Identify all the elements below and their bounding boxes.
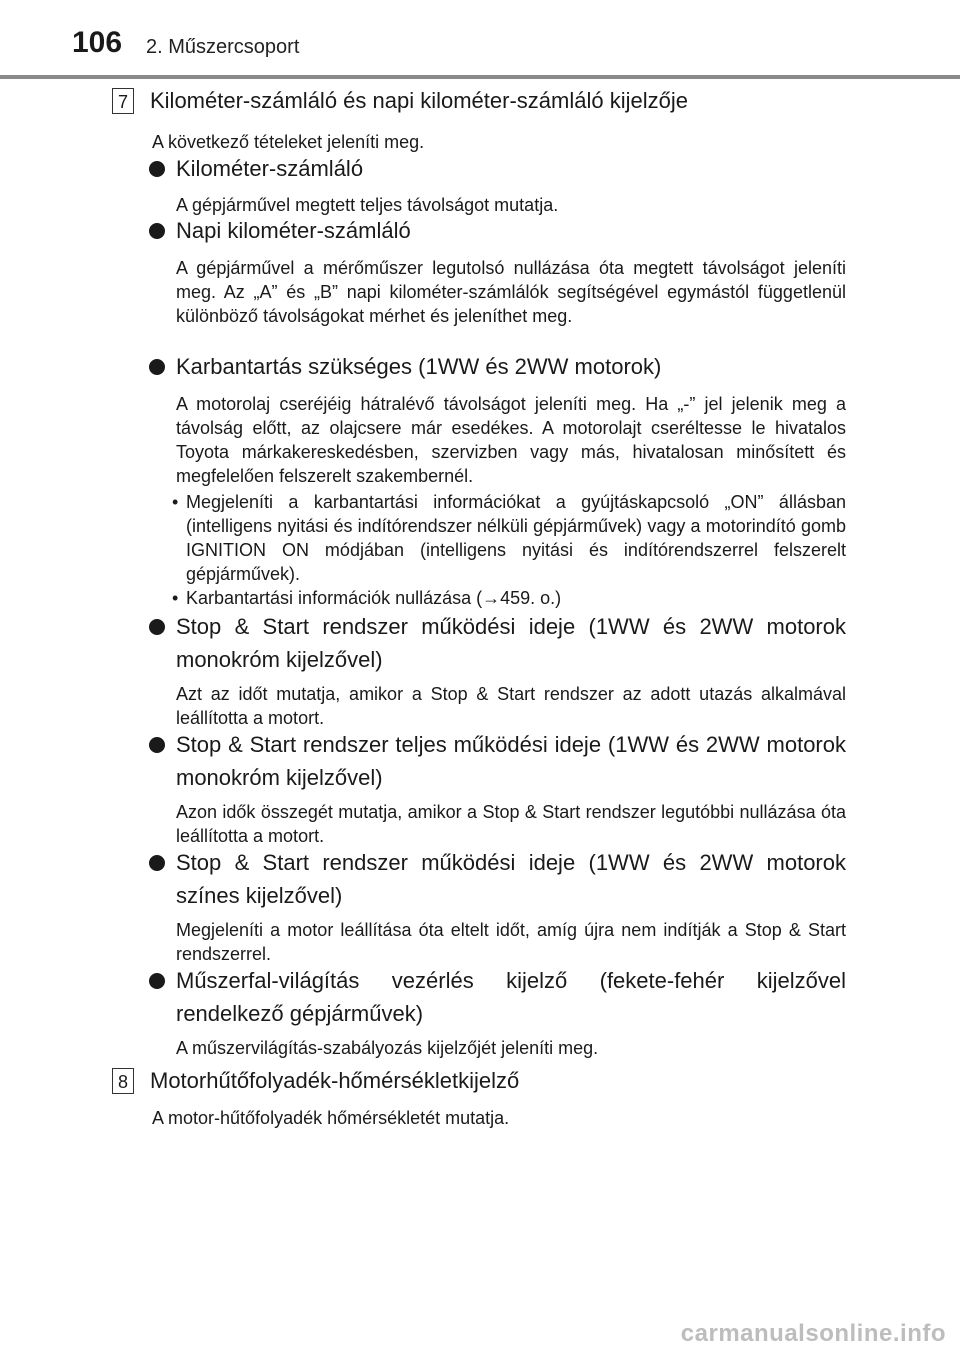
item-maintenance-sub-1: • Megjeleníti a karbantartási információkat a gyújtáskapcsoló „ON” állásban (intelligens nyitási és indítórendszer nélküli gépjárművek) vagy a motorindító gomb IGNITION ON módjában (intelligens nyitási és indítórendszerrel felszerelt gépjárművek). <box>172 492 846 584</box>
item-maintenance-title: Karbantartás szükséges (1WW és 2WW motorok) <box>152 350 846 383</box>
item-stop-start-total-text: Azon idők összegét mutatja, amikor a Stop & Start rendszer legutóbbi nullázása óta leállította a motort. <box>176 802 846 846</box>
section-7-heading <box>112 88 688 114</box>
item-stop-start-time-title: Stop & Start rendszer működési ideje (1WW és 2WW motorok monokróm kijelzővel) <box>152 610 846 676</box>
section-8-title: Motorhűtőfolyadék-hőmérsékletkijelző <box>150 1068 520 1093</box>
item-odometer-text: A gépjárművel megtett teljes távolságot mutatja. <box>176 195 559 215</box>
header-rule <box>0 75 960 79</box>
item-maintenance-sub-2: • Karbantartási információk nullázása (→459. o.) <box>172 588 562 608</box>
bullet-dot <box>149 737 165 753</box>
item-dash-lighting-text: A műszervilágítás-szabályozás kijelzőjét jeleníti meg. <box>176 1038 599 1058</box>
watermark: carmanualsonline.info <box>680 1320 946 1347</box>
bullet-dot <box>149 973 165 989</box>
item-maintenance-text: A motorolaj cseréjéig hátralévő távolságot jeleníti meg. Ha „-” jel jelenik meg a távolság előtt, az olajcsere már esedékes. A motorolajt cseréltesse le hivatalos Toyota márkakereskedésben, szervizben vagy más, hivatalosan minősített és megfelelően felszerelt szakembernél. <box>176 394 846 486</box>
item-odometer-title: Kilométer-számláló <box>152 152 846 185</box>
chapter-title: 2. Műszercsoport <box>146 36 300 58</box>
page-header <box>0 0 960 80</box>
item-trip-meter-text: A gépjárművel a mérőműszer legutolsó nullázása óta megtett távolságot jeleníti meg. Az „A” és „B” napi kilométer-számlálók segítségével egymástól függetlenül különböző távolságokat mérhet és jeleníthet meg. <box>176 258 846 326</box>
page-number: 106 <box>72 26 123 59</box>
bullet-dot <box>149 161 165 177</box>
bullet-dot <box>149 359 165 375</box>
section-8-heading <box>112 1068 519 1094</box>
item-trip-meter-title: Napi kilométer-számláló <box>152 214 846 247</box>
bullet-dot <box>149 855 165 871</box>
section-7-intro: A következő tételeket jeleníti meg. <box>152 132 425 152</box>
section-8-text: A motor-hűtőfolyadék hőmérsékletét mutatja. <box>152 1108 510 1128</box>
item-dash-lighting-title: Műszerfal-világítás vezérlés kijelző (fekete-fehér kijelzővel rendelkező gépjárművek) <box>152 964 846 1030</box>
section-8-number: 8 <box>112 1068 134 1094</box>
bullet-dot <box>149 619 165 635</box>
bullet-dot <box>149 223 165 239</box>
item-stop-start-color-text: Megjeleníti a motor leállítása óta eltelt időt, amíg újra nem indítják a Stop & Start rendszerrel. <box>176 920 846 964</box>
item-stop-start-time-text: Azt az időt mutatja, amikor a Stop & Start rendszer az adott utazás alkalmával leállította a motort. <box>176 684 846 728</box>
section-7-number: 7 <box>112 88 134 114</box>
section-7-title: Kilométer-számláló és napi kilométer-számláló kijelzője <box>150 88 688 113</box>
item-stop-start-color-title: Stop & Start rendszer működési ideje (1WW és 2WW motorok színes kijelzővel) <box>152 846 846 912</box>
item-stop-start-total-title: Stop & Start rendszer teljes működési ideje (1WW és 2WW motorok monokróm kijelzővel) <box>152 728 846 794</box>
